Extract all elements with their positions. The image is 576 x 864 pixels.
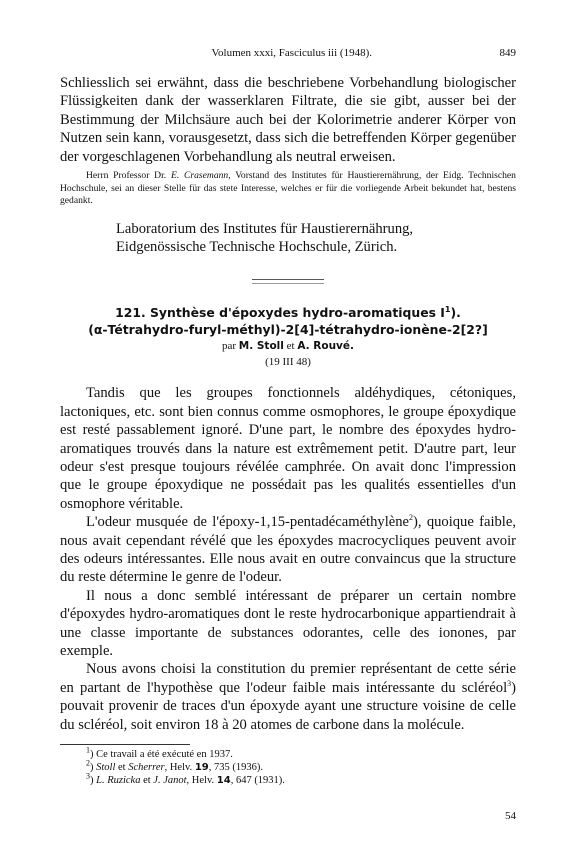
footnote-volume: 19	[194, 762, 209, 774]
page	[60, 46, 516, 787]
p2-text-b: ), quoique faible, nous avait cependant révélé que les époxydes macrocycliques peuvent avoir des odeurs intéressantes. Elle nous avait en outre convaincus que la structure du reste détermine le genre de l'odeur.	[60, 514, 516, 586]
and-word: et	[283, 340, 298, 353]
p4-text-b: ) pouvait provenir de traces d'un époxyde ayant une structure voisine de celle du scléréol, soit environ 18 à 20 atomes de carbone dans la molécule.	[60, 679, 516, 733]
p4-footnote-mark: 3	[507, 678, 512, 688]
byline	[60, 339, 516, 353]
title-footnote-mark: 1	[444, 305, 451, 315]
footnote-mark: 2	[86, 758, 90, 768]
paragraph-3: Il nous a donc semblé intéressant de préparer un certain nombre d'époxydes hydro-aromatiques dont le reste hydrocarbonique appartiendrait à une classe importante de substances odorantes, celle des ionones, par exemple.	[60, 587, 516, 660]
footnote	[60, 758, 263, 774]
p4-text-a: Nous avons choisi la constitution du premier représentant de cette série en partant de l'hypothèse que l'odeur faible mais intéressante du scléréol	[60, 661, 516, 696]
footnote-mark: 1	[86, 745, 90, 755]
title-text: 121. Synthèse d'époxydes hydro-aromatiques I	[115, 305, 445, 321]
footnote	[60, 771, 285, 787]
running-title: Volumen xxxi, Fasciculus iii (1948).	[211, 47, 372, 59]
footnote-conj: et	[140, 775, 154, 787]
title-line-1	[60, 304, 516, 321]
ack-name: E. Crasemann	[170, 170, 229, 182]
footnote-mark: 3	[86, 771, 90, 781]
p2-text-a: L'odeur musquée de l'époxy-1,15-pentadécaméthylène	[86, 514, 410, 531]
section-divider	[252, 279, 324, 284]
footnotes	[60, 744, 285, 787]
footnote-journal: , Helv.	[164, 762, 195, 774]
lab-line-1: Laboratorium des Institutes für Haustierernährung,	[116, 220, 414, 237]
closing-paragraph: Schliesslich sei erwähnt, dass die beschriebene Vorbehandlung biologischer Flüssigkeiten dank der wasserklaren Filtrate, die sie gibt, ausser bei der Bestimmung der Milchsäure auch bei der Kolorimetrie anderer Körper von Nutzen sein kann, vorausgesetzt, dass sich die betreffenden Körper gegenüber der vorgeschlagenen Vorbehandlung als neutral erweisen.	[60, 75, 516, 165]
lab-line-2: Eidgenössische Technische Hochschule, Zürich.	[116, 238, 398, 255]
page-number: 849	[499, 47, 516, 59]
author-1: M. Stoll	[238, 340, 284, 353]
footnote-paren: )	[90, 775, 97, 787]
running-header	[60, 46, 516, 60]
paragraph-1: Tandis que les groupes fonctionnels aldéhydiques, cétoniques, lactoniques, etc. sont bien connus comme osmophores, le groupe époxydique est resté passablement ignoré. D'une part, le nombre des époxydes hydro-aromatiques trouvés dans la nature est extrêmement petit. D'autre part, leur odeur s'est presque toujours révélée camphrée. On avait donc l'impression que le groupe époxydique ne possédait pas les qualités essentielles d'un osmophore véritable.	[60, 385, 516, 512]
footnote-pages: , 647 (1931).	[230, 775, 285, 787]
footnote-author: Stoll	[96, 762, 116, 774]
p2-footnote-mark: 2	[409, 513, 414, 523]
acknowledgement	[60, 170, 516, 208]
title-line-2: (α-Tétrahydro-furyl-méthyl)-2[4]-tétrahydro-ionène-2[2?]	[88, 322, 488, 338]
author-2: A. Rouvé.	[297, 340, 355, 353]
footnote-text: ) Ce travail a été exécuté en 1937.	[90, 749, 233, 761]
footnote	[60, 745, 233, 761]
footnote-author: Scherrer	[128, 762, 165, 774]
footnote-pages: , 735 (1936).	[208, 762, 263, 774]
footnote-conj: et	[115, 762, 129, 774]
footnote-journal: , Helv.	[186, 775, 217, 787]
ack-rest: , Vorstand des Institutes für Haustierernährung, der Eidg. Technischen Hochschule, sei an dieser Stelle für das stete Interesse, welches er für die vorliegende Arbeit bekundet hat, bestens gedankt.	[60, 170, 516, 207]
article-title	[60, 304, 516, 338]
footnote-author: L. Ruzicka	[96, 775, 141, 787]
footnote-volume: 14	[216, 775, 231, 787]
sheet-number: 54	[505, 810, 516, 822]
by-word: par	[221, 340, 239, 353]
paragraph-4	[60, 660, 516, 734]
footnote-author: J. Janot	[153, 775, 187, 787]
footnote-paren: )	[90, 762, 97, 774]
ack-prefix: Herrn Professor Dr.	[86, 170, 171, 182]
title-end: ).	[450, 305, 461, 321]
received-date: (19 III 48)	[265, 356, 311, 369]
paragraph-2	[60, 513, 516, 587]
laboratory-affiliation	[60, 220, 516, 257]
